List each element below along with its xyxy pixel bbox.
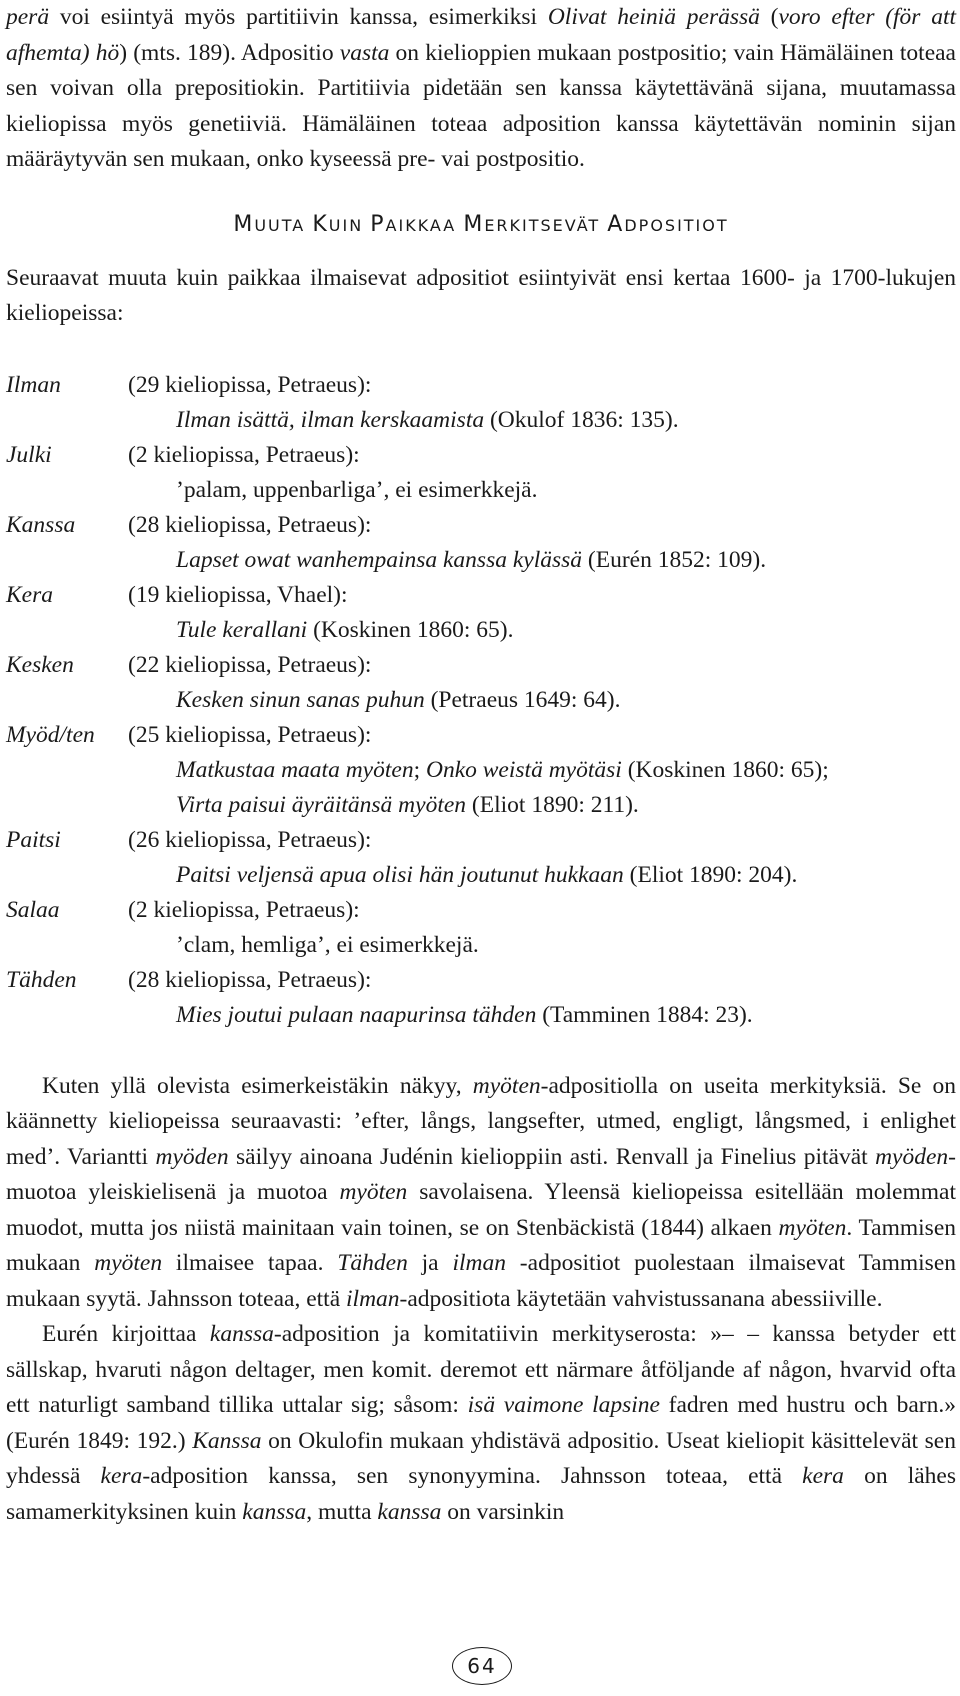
adposition-source: (19 kieliopissa, Vhael): (128, 581, 348, 608)
adposition-example (6, 613, 956, 648)
adposition-source: (25 kieliopissa, Petraeus): (128, 721, 372, 748)
adposition-term: Kanssa (6, 511, 76, 538)
italic-run: Tähden (337, 1250, 408, 1276)
adposition-entry (6, 438, 956, 508)
text-run: fadren med hustru och barn.» (Eurén 1849: 192.) (6, 1392, 957, 1454)
adposition-example (6, 928, 956, 963)
italic-run: Paitsi veljensä apua olisi hän joutunut hukkaan (176, 861, 624, 888)
adposition-source: (29 kieliopissa, Petraeus): (128, 371, 372, 398)
text-run: (Eliot 1890: 211). (466, 791, 639, 818)
text-run: ilmaisee tapaa. (162, 1250, 338, 1276)
page-number: 64 (452, 1647, 512, 1685)
italic-run: Olivat heiniä perässä (547, 4, 760, 30)
adposition-term: Kesken (6, 651, 74, 678)
adposition-example (6, 543, 956, 578)
text-run: -adpositiota käytetään vahvistussanana abessiiville. (399, 1285, 883, 1312)
italic-run: Mies joutui pulaan naapurinsa tähden (176, 1001, 537, 1028)
text-run: ’clam, hemliga’, ei esimerkkejä. (176, 931, 479, 958)
adposition-source: (2 kieliopissa, Petraeus): (128, 896, 360, 923)
text-run: (Koskinen 1860: 65). (307, 616, 514, 643)
adposition-source: (22 kieliopissa, Petraeus): (128, 651, 372, 678)
adposition-example (6, 683, 956, 718)
adposition-entry (6, 578, 956, 648)
adposition-entry (6, 718, 956, 823)
italic-run: isä vaimone lapsine (467, 1392, 660, 1418)
adposition-example (6, 473, 956, 508)
text-run: (Tamminen 1884: 23). (536, 1001, 753, 1028)
adposition-source: (28 kieliopissa, Petraeus): (128, 966, 372, 993)
text-run: -adposition ja komitatiivin merkityserosta: »– – kanssa betyder ett sällskap, hvaruti någon deltager, men komit. deremot ett närmare åtföljande af någon, hvarvid ofta ett naturligt samband tillika uttalar sig; såsom: (6, 1321, 956, 1418)
adposition-entry (6, 823, 956, 893)
italic-run: kanssa (242, 1498, 307, 1525)
adposition-example (6, 858, 956, 893)
italic-run: kera (100, 1463, 143, 1489)
adposition-example (6, 403, 956, 438)
italic-run: perä (6, 4, 50, 30)
adposition-term: Paitsi (6, 826, 61, 853)
italic-run: Kanssa (192, 1427, 262, 1454)
text-run: -adposition kanssa, sen synonyymina. Jahnsson toteaa, että (142, 1463, 803, 1489)
intro-paragraph: Seuraavat muuta kuin paikkaa ilmaisevat adpositiot esiintyivät ensi kertaa 1600- ja 1700-lukujen kieliopeissa: (6, 264, 956, 326)
text-run: on lähes samamerkityksinen kuin (6, 1463, 956, 1525)
text-run: (Eliot 1890: 204). (623, 861, 798, 888)
text-run: säilyy ainoana Judénin kielioppiin asti. Renvall ja Finelius pitävät (228, 1143, 876, 1170)
italic-run: voro efter (för att afhemta) hö (6, 4, 957, 66)
adposition-term: Julki (6, 441, 52, 468)
italic-run: myöten (778, 1214, 847, 1241)
text-run: . Tammisen mukaan (6, 1214, 956, 1276)
body-paragraph-3 (6, 1317, 956, 1530)
text-run: (Petraeus 1649: 64). (424, 686, 621, 713)
text-run: on varsinkin (441, 1498, 565, 1525)
text-run: (Eurén 1852: 109). (582, 546, 767, 573)
italic-run: myöten (339, 1179, 408, 1205)
adposition-source: (26 kieliopissa, Petraeus): (128, 826, 372, 853)
italic-run: Tule kerallani (176, 616, 308, 643)
adposition-entry (6, 368, 956, 438)
adposition-entry (6, 963, 956, 1033)
body-paragraph-2 (6, 1069, 956, 1318)
italic-run: myöten (94, 1250, 163, 1276)
text-run: -muotoa yleiskielisenä ja muotoa (6, 1143, 956, 1205)
document-page (6, 0, 956, 1530)
adposition-list (6, 368, 956, 1033)
italic-run: vasta (339, 39, 390, 66)
text-run: on Okulofin mukaan yhdistävä adpositio. Useat kieliopit käsittelevät sen yhdessä (6, 1427, 956, 1489)
italic-run: myöten (472, 1072, 541, 1099)
italic-run: kanssa (209, 1321, 274, 1347)
adposition-term: Kera (6, 581, 53, 608)
adposition-term: Tähden (6, 966, 77, 993)
adposition-source: (2 kieliopissa, Petraeus): (128, 441, 360, 468)
italic-run: Virta paisui äyräitänsä myöten (176, 791, 467, 818)
text-run: -adpositiolla on useita merkityksiä. Se on käännetty kieliopeissa seuraavasti: ’efter, långs, langsefter, utmed, engligt, långsmed, i enlighet med’. Variantti (6, 1072, 956, 1170)
text-run: -adpositiot puolestaan ilmaisevat Tammisen mukaan syytä. Jahnsson toteaa, että (6, 1250, 957, 1312)
adposition-example (6, 753, 956, 788)
text-run: ) (mts. 189). Adpositio (119, 39, 340, 66)
italic-run: myöden (875, 1143, 949, 1170)
text-run: ; (413, 756, 426, 783)
italic-run: Ilman isättä, ilman kerskaamista (176, 406, 485, 433)
adposition-entry (6, 648, 956, 718)
text-run: Kuten yllä olevista esimerkeistäkin näkyy, (42, 1072, 473, 1099)
italic-run: Onko weistä myötäsi (425, 756, 622, 783)
adposition-source: (28 kieliopissa, Petraeus): (128, 511, 372, 538)
italic-run: Matkustaa maata myöten (176, 756, 414, 783)
adposition-term: Myöd/ten (6, 721, 95, 748)
adposition-example (6, 998, 956, 1033)
text-run: (Koskinen 1860: 65); (621, 756, 829, 783)
text-run: voi esiintyä myös partitiivin kanssa, esimerkiksi (49, 4, 548, 30)
italic-run: kanssa (377, 1498, 442, 1525)
section-heading: MUUTA KUIN PAIKKAA MERKITSEVÄT ADPOSITIOT (233, 211, 729, 237)
italic-run: Lapset owat wanhempainsa kanssa kylässä (176, 546, 583, 573)
text-run: savolaisena. Yleensä kieliopeissa esitellään molemmat muodot, mutta jos niistä mainitaan vain toinen, se on Stenbäckistä (1844) alkaen (6, 1179, 956, 1241)
adposition-entry (6, 508, 956, 578)
text-run: ( (759, 4, 779, 30)
text-run: Eurén kirjoittaa (42, 1321, 210, 1347)
adposition-term: Salaa (6, 896, 60, 923)
italic-run: myöden (155, 1143, 229, 1170)
italic-run: kera (802, 1463, 844, 1489)
italic-run: ilman (452, 1250, 506, 1276)
text-run: on kielioppien mukaan postpositio; vain Hämäläinen toteaa sen voivan olla prepositiokin. Partitiivia pidetään sen kanssa käytettävänä sijana, muutamassa kieliopissa myös genetiiviä. Hämäläinen toteaa adposition kanssa käytettävän nominin sijan määräytyvän sen mukaan, onko kyseessä pre- vai postpositio. (6, 39, 956, 172)
adposition-example (6, 788, 956, 823)
text-run: ’palam, uppenbarliga’, ei esimerkkejä. (176, 476, 538, 503)
italic-run: ilman (346, 1285, 400, 1312)
text-run: ja (407, 1250, 453, 1276)
adposition-entry (6, 893, 956, 963)
italic-run: Kesken sinun sanas puhun (176, 686, 425, 713)
text-run: (Okulof 1836: 135). (484, 406, 679, 433)
text-run: , mutta (306, 1498, 378, 1525)
top-paragraph (6, 0, 956, 178)
adposition-term: Ilman (6, 371, 61, 398)
